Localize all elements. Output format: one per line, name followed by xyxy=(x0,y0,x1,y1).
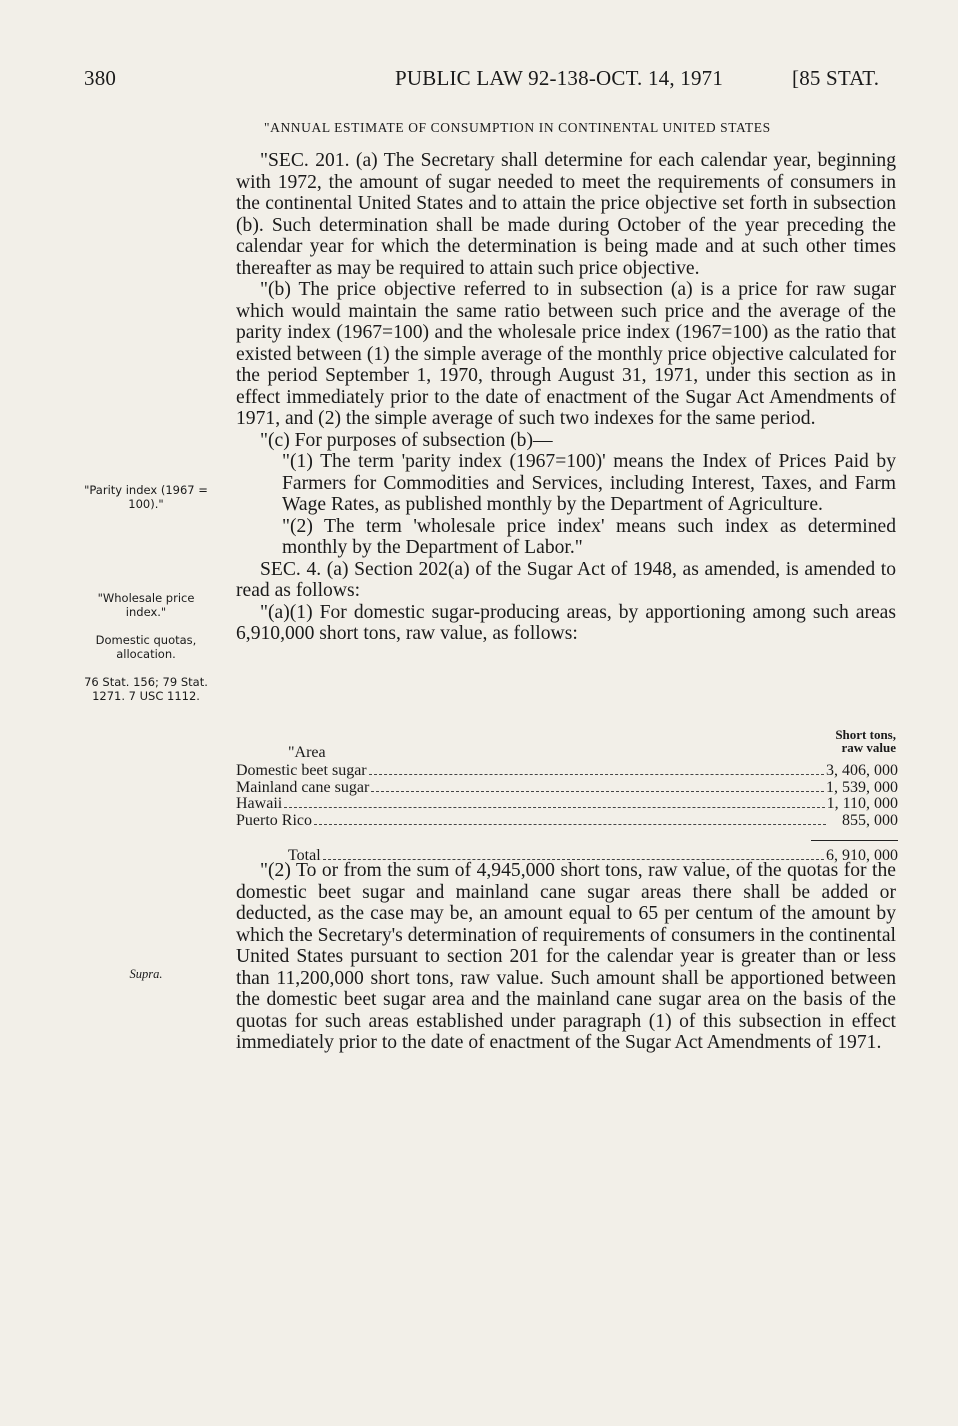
definition-parity-index: "(1) The term 'parity index (1967=100)' means the Index of Prices Paid by Farmers for Commodities and Services, including Interest, Taxes, and Farm Wage Rates, as published monthly by the Department of Agriculture. xyxy=(282,451,896,515)
section-caption: "ANNUAL ESTIMATE OF CONSUMPTION IN CONTINENTAL UNITED STATES xyxy=(264,120,771,135)
body-bottom xyxy=(236,860,896,1054)
area-name: Puerto Rico xyxy=(236,811,312,829)
table-row xyxy=(236,762,898,779)
running-header xyxy=(0,62,958,92)
header-title: PUBLIC LAW 92-138-OCT. 14, 1971 xyxy=(395,66,724,90)
margin-note-supra: Supra. xyxy=(129,967,163,981)
area-value: 3, 406, 000 xyxy=(826,762,898,779)
paragraph-sec-201-b: "(b) The price objective referred to in subsection (a) is a price for raw sugar which would maintain the same ratio between such price and the average of the parity index (1967=100) and the wholesale price index (1967=100) as the ratio that existed between (1) the simple average of the monthly price objective calculated for the period September 1, 1970, through August 31, 1971, under this section as in effect immediately prior to the date of enactment of the Sugar Act Amendments of 1971, and (2) the simple average of such two indexes for the same period. xyxy=(236,279,896,429)
area-value: 1, 110, 000 xyxy=(826,795,898,812)
leader-dots xyxy=(284,807,824,808)
body-top xyxy=(236,150,896,645)
paragraph-sec-201-c: "(c) For purposes of subsection (b)— xyxy=(260,429,553,451)
leader-dots xyxy=(314,824,826,825)
quota-table xyxy=(236,728,898,864)
paragraph-sec-201-a: "SEC. 201. (a) The Secretary shall determine for each calendar year, beginning with 1972, the amount of sugar needed to meet the requirements of consumers in the continental United States and to attain the price objective set forth in subsection (b). Such determination shall be made during October of the year preceding the calendar year for which the determination is being made and at such other times thereafter as may be required to attain such price objective. xyxy=(236,150,896,279)
margin-note-citations: 76 Stat. 156; 79 Stat. 1271. 7 USC 1112. xyxy=(84,675,208,703)
paragraph-a-1: "(a)(1) For domestic sugar-producing areas, by apportioning among such areas 6,910,000 short tons, raw value, as follows: xyxy=(236,601,896,644)
area-value: 855, 000 xyxy=(842,811,898,829)
margin-note-domestic: Domestic quotas, allocation. xyxy=(95,633,197,661)
area-name: Domestic beet sugar xyxy=(236,762,367,779)
paragraph-a-2: "(2) To or from the sum of 4,945,000 short tons, raw value, of the quotas for the domestic beet sugar and mainland cane sugar areas there shall be added or deducted, as the case may be, an amount equal to 65 per centum of the amount by which the Secretary's determination of requirements of consumers in the continental United States pursuant to section 201 for the calendar year is greater than or less than 11,200,000 short tons, raw value. Such amount shall be apportioned between the domestic beet sugar area and the mainland cane sugar area on the basis of the quotas for such areas established under paragraph (1) of this subsection in effect immediately prior to the date of enactment of the Sugar Act Amendments of 1971. xyxy=(236,860,896,1053)
area-value: 1, 539, 000 xyxy=(826,778,898,796)
leader-dots xyxy=(371,791,824,792)
total-rule xyxy=(811,840,898,841)
table-row xyxy=(236,812,898,829)
area-name: Mainland cane sugar xyxy=(236,778,370,796)
definition-wholesale-index: "(2) The term 'wholesale price index' means such index as determined monthly by the Department of Labor." xyxy=(282,515,896,558)
paragraph-sec-4-a: SEC. 4. (a) Section 202(a) of the Sugar Act of 1948, as amended, is amended to read as follows: xyxy=(236,558,896,601)
table-row xyxy=(236,779,898,796)
area-name: Hawaii xyxy=(236,795,283,812)
margin-note-wholesale: "Wholesale price index." xyxy=(97,591,195,619)
area-column-header: "Area xyxy=(288,744,326,761)
total-value: 6, 910, 000 xyxy=(826,847,898,864)
table-header xyxy=(236,728,898,762)
page-number: 380 xyxy=(84,66,117,90)
leader-dots xyxy=(369,774,824,775)
value-column-header: Short tons, raw value xyxy=(835,727,896,755)
total-label: Total xyxy=(288,847,321,864)
statute-volume: [85 STAT. xyxy=(792,66,880,90)
margin-note-parity: "Parity index (1967 = 100)." xyxy=(84,483,208,511)
table-row xyxy=(236,795,898,812)
